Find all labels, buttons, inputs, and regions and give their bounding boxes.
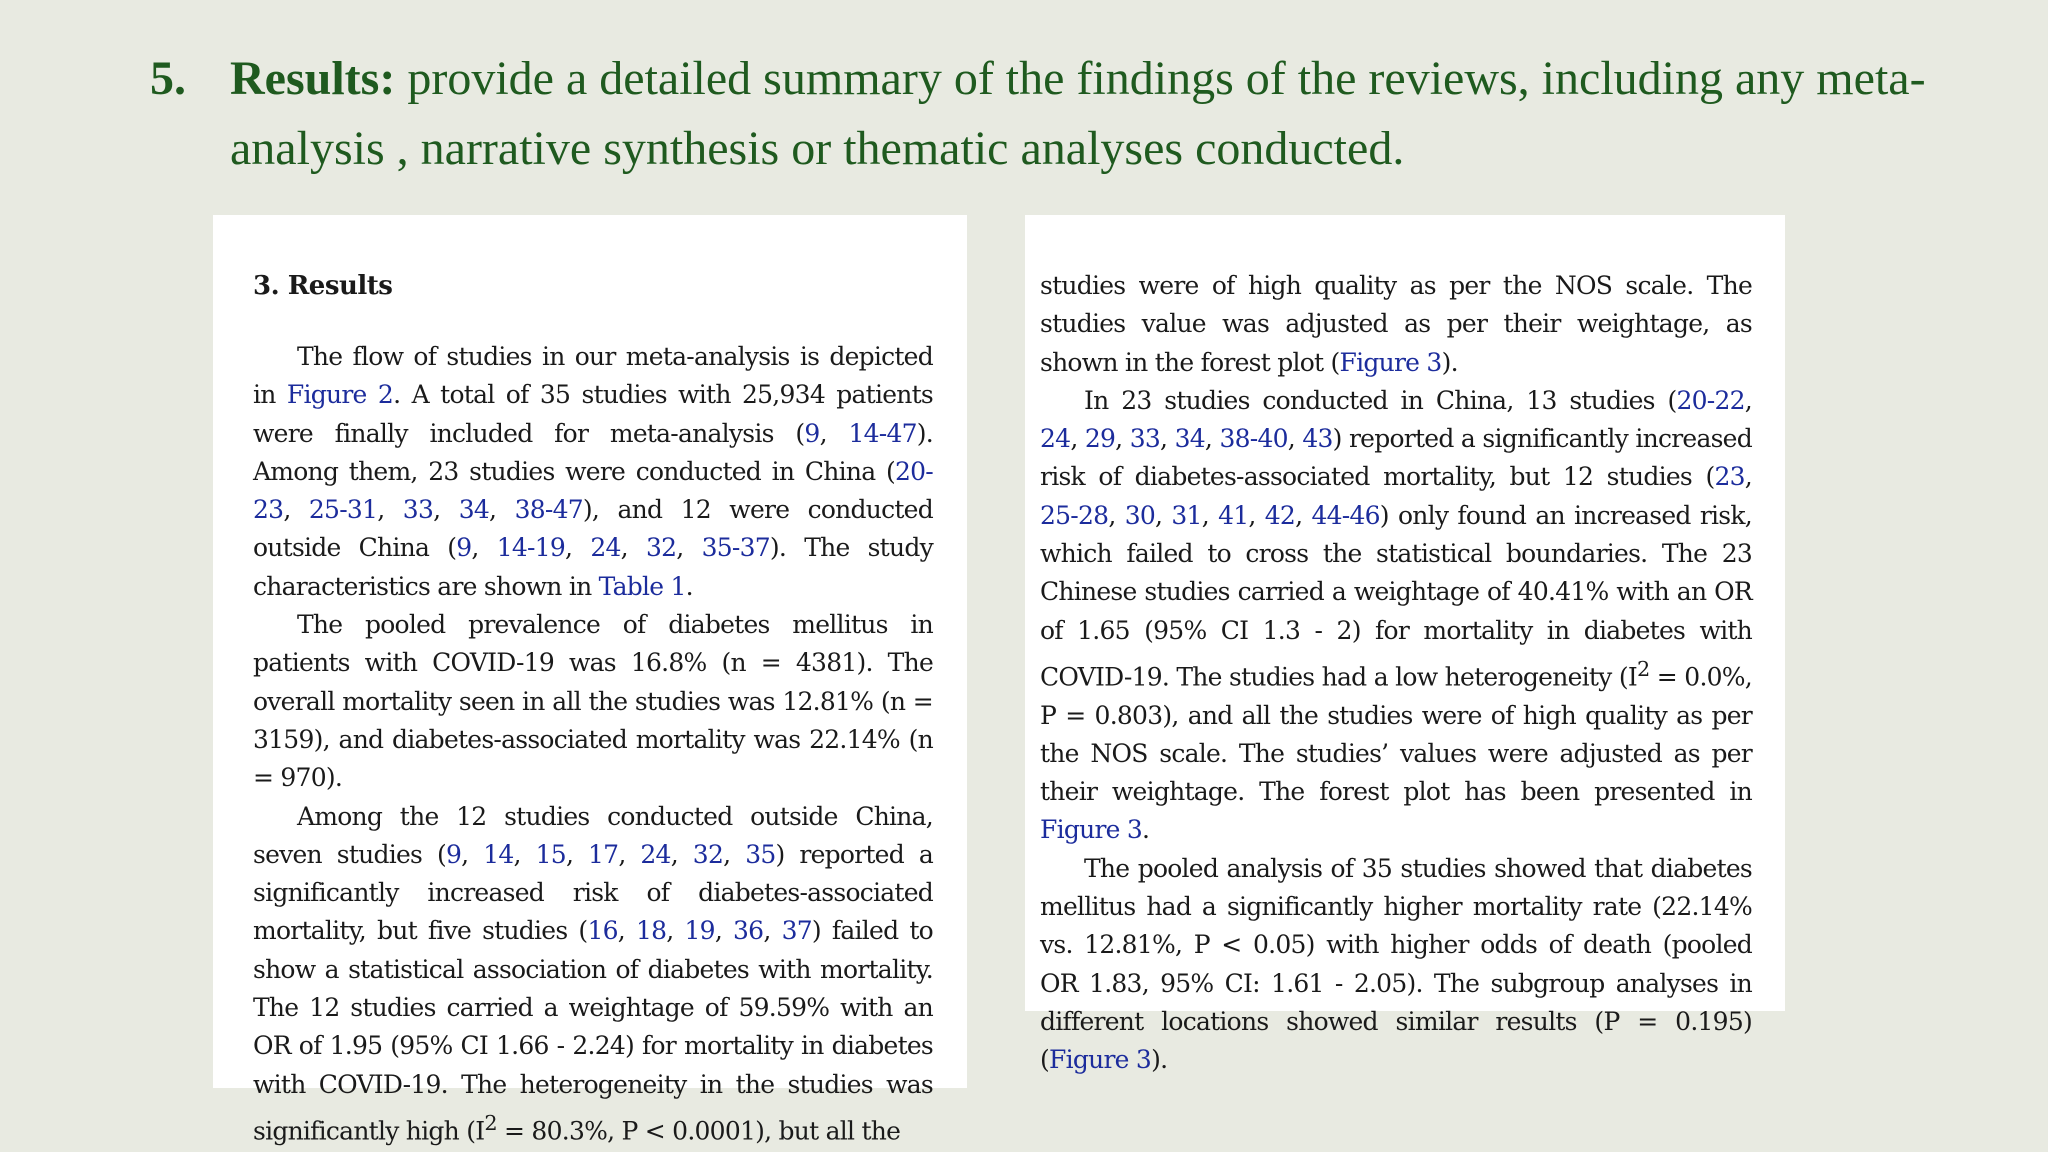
- superscript: 2: [1636, 656, 1650, 681]
- text-run: ) failed to show a statistical association of diabetes with mortality. The 12 studies carried a weightage of 59.59% with an OR of 1.95 (95% CI 1.66 - 2.24) for mortality in diabetes with COVID-19. The heterogeneity in the studies was significantly high (I: [253, 916, 933, 1146]
- citation-link[interactable]: 14-47: [848, 418, 917, 448]
- text-run: ,: [461, 839, 484, 869]
- text-run: ,: [1744, 385, 1752, 415]
- text-run: ), and 12 were conducted outside China (: [253, 495, 933, 563]
- citation-link[interactable]: 19: [684, 916, 715, 946]
- figure-link[interactable]: Figure 2: [286, 380, 394, 410]
- text-run: ,: [1108, 500, 1125, 530]
- heading-keyword: Results:: [230, 52, 396, 105]
- right-paragraph-3: [1040, 850, 1752, 1080]
- text-run: ,: [489, 495, 515, 525]
- text-run: ,: [618, 839, 641, 869]
- text-run: ,: [1115, 424, 1130, 454]
- text-run: ,: [617, 916, 636, 946]
- text-run: ,: [433, 495, 459, 525]
- citation-link[interactable]: 37: [781, 916, 812, 946]
- citation-link[interactable]: 24: [1040, 424, 1071, 454]
- citation-link[interactable]: 18: [635, 916, 667, 946]
- citation-link[interactable]: 25-31: [308, 495, 378, 525]
- text-run: The pooled analysis of 35 studies showed that diabetes mellitus had a significantly higher mortality rate (22.14% vs. 12.81%, P < 0.05) with higher odds of death (pooled OR 1.83, 95% CI: 1.61 - 2.05). The subgroup analyses in different locations showed similar results (P = 0.195) (: [1040, 853, 1752, 1075]
- text-run: In 23 studies conducted in China, 13 studies (: [1084, 385, 1677, 415]
- left-paragraph-1: [253, 338, 933, 606]
- text-run: ,: [1155, 500, 1172, 530]
- citation-link[interactable]: 23: [1714, 462, 1745, 492]
- citation-link[interactable]: 35: [745, 839, 776, 869]
- figure-link[interactable]: Figure 3: [1339, 347, 1442, 377]
- text-run: ). Among them, 23 studies were conducted in China (: [253, 418, 933, 486]
- text-run: ,: [283, 495, 309, 525]
- citation-link[interactable]: 35-37: [701, 533, 770, 563]
- left-paragraph-2: The pooled prevalence of diabetes mellitus in patients with COVID-19 was 16.8% (n = 4381). The overall mortality seen in all the studies was 12.81% (n = 3159), and diabetes-associated mortality was 22.14% (n = 970).: [253, 610, 933, 793]
- citation-link[interactable]: 20-23: [253, 456, 933, 525]
- citation-link[interactable]: 38-40: [1219, 424, 1288, 454]
- citation-link[interactable]: 14-19: [496, 533, 566, 563]
- text-run: ,: [1160, 424, 1175, 454]
- right-paragraph-2: [1040, 382, 1752, 850]
- text-run: .: [685, 571, 693, 601]
- text-run: ) reported a significantly increased risk of diabetes-associated mortality, but five studies (: [253, 839, 933, 946]
- text-run: ,: [1070, 424, 1085, 454]
- citation-link[interactable]: 33: [402, 495, 434, 525]
- citation-link[interactable]: 24: [640, 839, 671, 869]
- text-run: ,: [1295, 500, 1312, 530]
- left-article-panel: [213, 215, 967, 1146]
- text-run: ,: [1248, 500, 1265, 530]
- left-paragraph-3: [253, 798, 933, 1151]
- citation-link[interactable]: 44-46: [1311, 500, 1380, 530]
- text-run: = 80.3%, P < 0.0001), but all the: [496, 1116, 901, 1146]
- text-run: Among the 12 studies conducted outside China, seven studies (: [253, 801, 933, 869]
- text-run: ,: [1204, 424, 1220, 454]
- citation-link[interactable]: 38-47: [514, 495, 583, 525]
- citation-link[interactable]: 9: [456, 533, 472, 563]
- citation-link[interactable]: 33: [1129, 424, 1161, 454]
- heading-number: 5.: [150, 52, 186, 105]
- text-run: ,: [513, 839, 536, 869]
- heading-body: [230, 44, 1930, 184]
- text-run: ,: [1287, 424, 1303, 454]
- citation-link[interactable]: 30: [1124, 500, 1156, 530]
- figure-link[interactable]: Figure 3: [1049, 1045, 1152, 1075]
- right-article-panel: [1025, 215, 1785, 1075]
- text-run: ,: [676, 533, 702, 563]
- citation-link[interactable]: 31: [1171, 500, 1202, 530]
- text-run: ,: [714, 916, 734, 946]
- left-column-text: [253, 271, 933, 1151]
- text-run: The flow of studies in our meta-analysis is depicted in: [253, 342, 933, 410]
- text-run: ) reported a significantly increased risk of diabetes-associated mortality, but 12 studies (: [1040, 424, 1752, 492]
- text-run: ,: [377, 495, 403, 525]
- text-run: . A total of 35 studies with 25,934 patients were finally included for meta-analysis (: [253, 380, 934, 448]
- text-run: ).: [1151, 1045, 1168, 1075]
- text-run: ).: [1441, 347, 1458, 377]
- citation-link[interactable]: 9: [804, 418, 820, 448]
- citation-link[interactable]: 42: [1264, 500, 1296, 530]
- text-run: ,: [723, 839, 746, 869]
- citation-link[interactable]: 29: [1084, 424, 1116, 454]
- table-link[interactable]: Table 1: [598, 571, 686, 601]
- citation-link[interactable]: 32: [692, 839, 724, 869]
- text-run: ,: [565, 839, 589, 869]
- citation-link[interactable]: 34: [458, 495, 489, 525]
- citation-link[interactable]: 9: [446, 839, 462, 869]
- citation-link[interactable]: 14: [483, 839, 514, 869]
- text-run: ,: [819, 418, 849, 448]
- citation-link[interactable]: 17: [588, 839, 619, 869]
- text-run: .: [1142, 815, 1150, 845]
- citation-link[interactable]: 43: [1302, 424, 1333, 454]
- citation-link[interactable]: 24: [590, 533, 621, 563]
- citation-link[interactable]: 41: [1218, 500, 1249, 530]
- citation-link[interactable]: 16: [587, 916, 618, 946]
- section-title: 3. Results: [253, 271, 393, 301]
- text-run: ,: [666, 916, 685, 946]
- text-run: ,: [620, 533, 646, 563]
- text-run: ,: [1201, 500, 1219, 530]
- text-run: ) only found an increased risk, which failed to cross the statistical boundaries. The 23 Chinese studies carried a weightage of 40.41% with an OR of 1.65 (95% CI 1.3 - 2) for mortality in diabetes with COVID-19. The studies had a low heterogeneity (I: [1040, 500, 1752, 692]
- citation-link[interactable]: 20-22: [1676, 385, 1745, 415]
- text-run: studies were of high quality as per the NOS scale. The studies value was adjusted as per their weightage, as shown in the forest plot (: [1040, 271, 1752, 377]
- right-column-text: [1040, 267, 1752, 1080]
- citation-link[interactable]: 25-28: [1040, 500, 1109, 530]
- citation-link[interactable]: 36: [733, 916, 764, 946]
- heading-text: provide a detailed summary of the findings of the reviews, including any meta-analysis , narrative synthesis or thematic analyses conducted.: [230, 52, 1926, 175]
- citation-link[interactable]: 15: [535, 839, 566, 869]
- text-run: ,: [763, 916, 782, 946]
- superscript: 2: [484, 1110, 497, 1135]
- text-run: ,: [670, 839, 693, 869]
- right-paragraph-1: [1040, 267, 1752, 382]
- citation-link[interactable]: 32: [645, 533, 677, 563]
- citation-link[interactable]: 34: [1174, 424, 1205, 454]
- text-run: ,: [471, 533, 497, 563]
- figure-link[interactable]: Figure 3: [1040, 815, 1143, 845]
- text-run: ). The study characteristics are shown in: [253, 533, 933, 601]
- text-run: = 0.0%, P = 0.803), and all the studies were of high quality as per the NOS scale. The studies’ values were adjusted as per their weightage. The forest plot has been presented in: [1040, 662, 1752, 807]
- text-run: ,: [565, 533, 591, 563]
- text-run: ,: [1744, 462, 1752, 492]
